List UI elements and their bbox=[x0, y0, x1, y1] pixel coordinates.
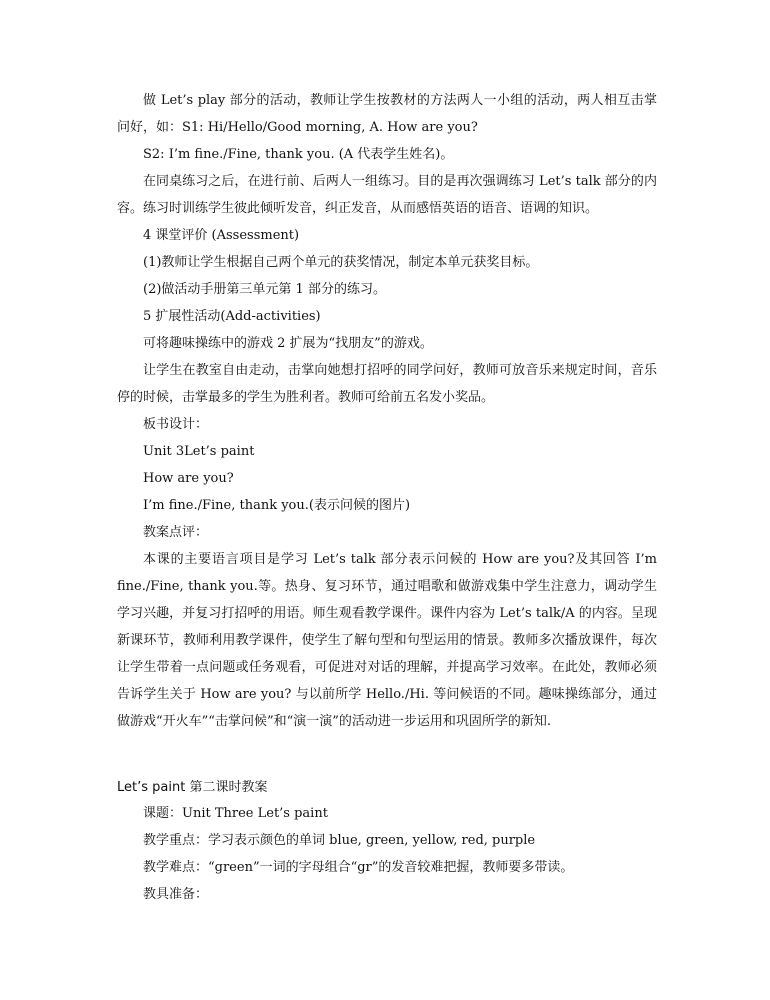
heading-board-design: 板书设计： bbox=[143, 417, 209, 432]
paragraph-pair-practice: 在同桌练习之后，在进行前、后两人一组练习。目的是再次强调练习 Let’s talk 部分的内容。练习时训练学生彼此倾听发音，纠正发音，从而感悟英语的语音、语调的知识。 bbox=[117, 174, 657, 216]
paragraph-lets-play: 做 Let’s play 部分的活动，教师让学生按教材的方法两人一小组的活动，两人相互击掌问好，如：S1: Hi/Hello/Good morning, A. How are you? bbox=[117, 93, 657, 135]
paragraph-lesson-review: 本课的主要语言项目是学习 Let’s talk 部分表示问候的 How are you?及其回答 I’m fine./Fine, thank you.等。热身、复习环节，通过唱歌和做游戏集中学生注意力，调动学生学习兴趣，并复习打招呼的用语。师生观看教学课件。课件内容为 Let’s talk/A 的内容。呈现新课环节，教师利用教学课件，使学生了解句型和句型运用的情景。教师多次播放课件，每次让学生带着一点问题或任务观看，可促进对对话的理解，并提高学习效率。在此处，教师必须告诉学生关于 How are you? 与以前所学 Hello./Hi. 等问候语的不同。趣味操练部分，通过做游戏“开火车”“击掌问候”和“演一演”的活动进一步运用和巩固所学的新知. bbox=[117, 552, 657, 729]
paragraph-classroom-game: 让学生在教室自由走动，击掌向她想打招呼的同学问好，教师可放音乐来规定时间，音乐停的时候，击掌最多的学生为胜利者。教师可给前五名发小奖品。 bbox=[117, 363, 657, 405]
heading-add-activities: 5 扩展性活动(Add-activities) bbox=[143, 309, 321, 324]
lesson-topic: 课题：Unit Three Let’s paint bbox=[143, 806, 328, 821]
heading-assessment: 4 课堂评价 (Assessment) bbox=[143, 228, 300, 243]
lesson-difficulties: 教学难点：“green”一词的字母组合“gr”的发音较难把握，教师要多带读。 bbox=[143, 860, 574, 875]
lesson-materials: 教具准备： bbox=[143, 887, 209, 902]
paragraph-assessment-2: (2)做活动手册第三单元第 1 部分的练习。 bbox=[143, 282, 386, 297]
board-unit-title: Unit 3Let’s paint bbox=[143, 444, 255, 459]
section-title: Let’s paint 第二课时教案 bbox=[117, 780, 268, 795]
paragraph-assessment-1: (1)教师让学生根据自己两个单元的获奖情况，制定本单元获奖目标。 bbox=[143, 255, 539, 270]
board-im-fine: I’m fine./Fine, thank you.(表示问候的图片) bbox=[143, 498, 411, 513]
paragraph-find-friends: 可将趣味操练中的游戏 2 扩展为“找朋友”的游戏。 bbox=[143, 336, 433, 351]
heading-lesson-review: 教案点评： bbox=[143, 525, 209, 540]
board-how-are-you: How are you? bbox=[143, 471, 234, 486]
paragraph-s2: S2: I’m fine./Fine, thank you. (A 代表学生姓名)。 bbox=[143, 147, 454, 162]
lesson-key-points: 教学重点：学习表示颜色的单词 blue, green, yellow, red, purple bbox=[143, 833, 536, 848]
